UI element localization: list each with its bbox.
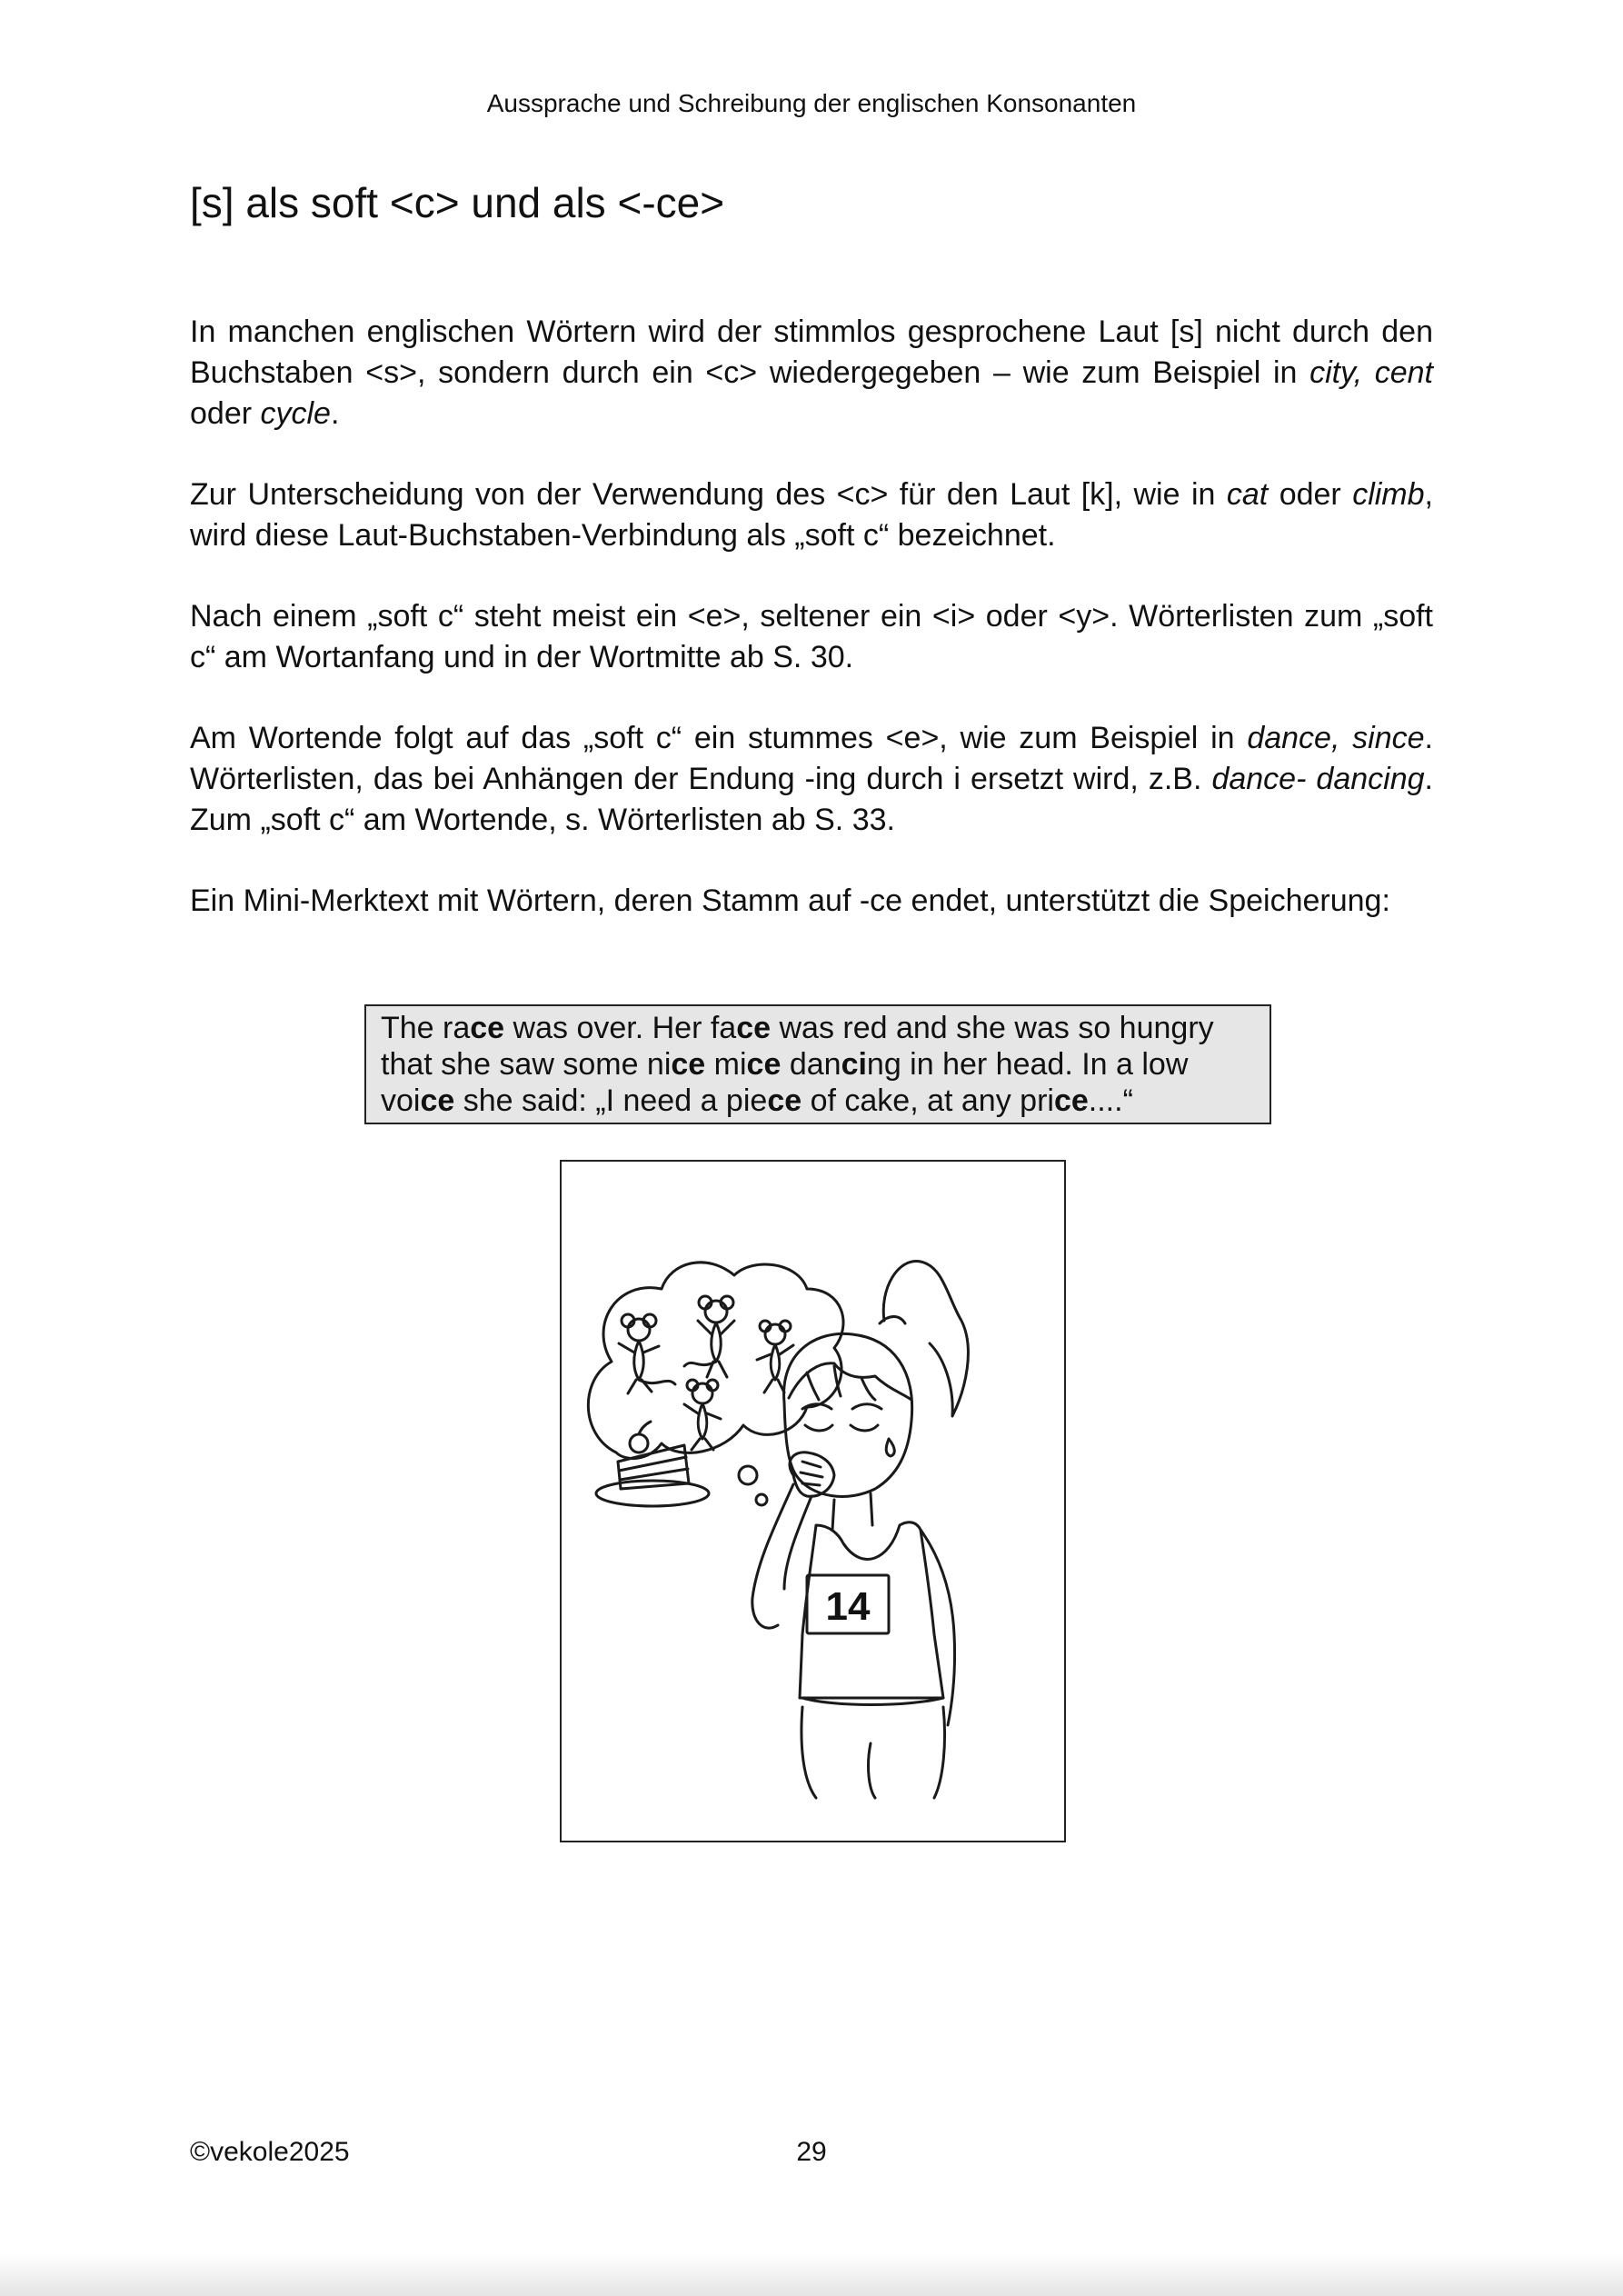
dancing-mouse (684, 1380, 721, 1450)
p2-text-a: Zur Unterscheidung von der Verwendung des <c> für den Laut [k], wie in (190, 477, 1227, 512)
dancing-mouse (619, 1314, 675, 1393)
merktext-bold-ce: ce (1053, 1083, 1089, 1118)
merktext-segment: mi (705, 1047, 747, 1082)
running-header: Aussprache und Schreibung der englischen Konsonanten (486, 89, 1137, 117)
p4-text-c: . Wörterlisten, das bei Anhängen der Endung -ing durch i ersetzt wird, z.B. (190, 721, 1433, 796)
page-bottom-shadow (0, 2254, 1623, 2296)
paragraph-distinction (190, 474, 1433, 556)
illustration-frame (560, 1160, 1066, 1842)
merktext-segment: ....“ (1088, 1083, 1133, 1118)
merktext-segment: she said: „I need a pie (454, 1083, 768, 1118)
p1-text-c: oder (190, 396, 261, 431)
merktext-bold-ce: ce (767, 1083, 802, 1118)
cake-slice (596, 1422, 709, 1506)
merktext-segment: ng in her head. In a low voi (381, 1047, 1189, 1118)
merktext-segment: of cake, at any pri (802, 1083, 1054, 1118)
paragraph-followers: Nach einem „soft c“ steht meist ein <e>, seltener ein <i> oder <y>. Wörterlisten zum „soft c“ am Wortanfang und in der Wortmitte ab S. 30. (190, 599, 1433, 674)
merktext-bold-ci: ci (841, 1047, 867, 1082)
page-number: 29 (796, 2137, 827, 2167)
merktext-bold-ce: ce (470, 1011, 505, 1045)
paragraph-word-end (190, 718, 1433, 841)
merktext-segment: was red and she was so hungry that she saw some ni (381, 1011, 1214, 1082)
merktext (381, 1010, 1257, 1119)
p2-text-c: oder (1268, 477, 1353, 512)
p1-text-e: . (330, 396, 340, 431)
thought-bubble-tiny (756, 1494, 767, 1505)
p2-text-e: , wird diese Laut-Buchstaben-Verbindung als „soft c“ bezeichnet. (190, 477, 1433, 553)
merktext-segment: was over. Her fa (504, 1011, 737, 1045)
merktext-segment: The ra (381, 1011, 471, 1045)
ponytail (883, 1262, 968, 1416)
p1-example-words: city, cent (1309, 355, 1433, 390)
paragraph-intro (190, 312, 1433, 434)
p4-text-a: Am Wortende folgt auf das „soft c“ ein stummes <e>, wie zum Beispiel in (190, 721, 1248, 755)
merktext-box (364, 1004, 1271, 1124)
merktext-bold-ce: ce (420, 1083, 455, 1118)
legs (802, 1707, 945, 1798)
p4-text-e: . Zum „soft c“ am Wortende, s. Wörterlisten ab S. 33. (190, 762, 1433, 837)
p4-example-dancing: dance- dancing (1211, 762, 1425, 796)
p2-example-climb: climb (1352, 477, 1425, 512)
body-text (190, 312, 1433, 962)
section-title: [s] als soft <c> und als <-ce> (190, 179, 725, 226)
paragraph-merktext-intro: Ein Mini-Merktext mit Wörtern, deren Stamm auf -ce endet, unterstützt die Speicherung: (190, 883, 1390, 918)
p2-example-cat: cat (1226, 477, 1269, 512)
p1-example-cycle: cycle (260, 396, 331, 431)
bib-number: 14 (825, 1584, 871, 1629)
footer-copyright: ©vekole2025 (190, 2137, 350, 2167)
merktext-bold-ce: ce (746, 1047, 782, 1082)
tank-top (800, 1522, 943, 1698)
girl-dreaming-of-cake-illustration (562, 1162, 1064, 1841)
sweat-drop (886, 1439, 894, 1456)
thought-bubble-small (739, 1466, 757, 1484)
p4-example-dance-since: dance, since (1247, 721, 1425, 755)
merktext-bold-ce: ce (736, 1011, 772, 1045)
dancing-mouse (757, 1321, 793, 1393)
p1-text-a: In manchen englischen Wörtern wird der stimmlos gesprochene Laut [s] nicht durch den Buchstaben <s>, sondern durch ein <c> wiedergegeben – wie zum Beispiel in (190, 314, 1433, 390)
merktext-bold-ce: ce (671, 1047, 706, 1082)
merktext-segment: dan (781, 1047, 841, 1082)
closed-eye (851, 1425, 878, 1431)
closed-eye (805, 1425, 832, 1431)
dancing-mouse (684, 1296, 734, 1377)
